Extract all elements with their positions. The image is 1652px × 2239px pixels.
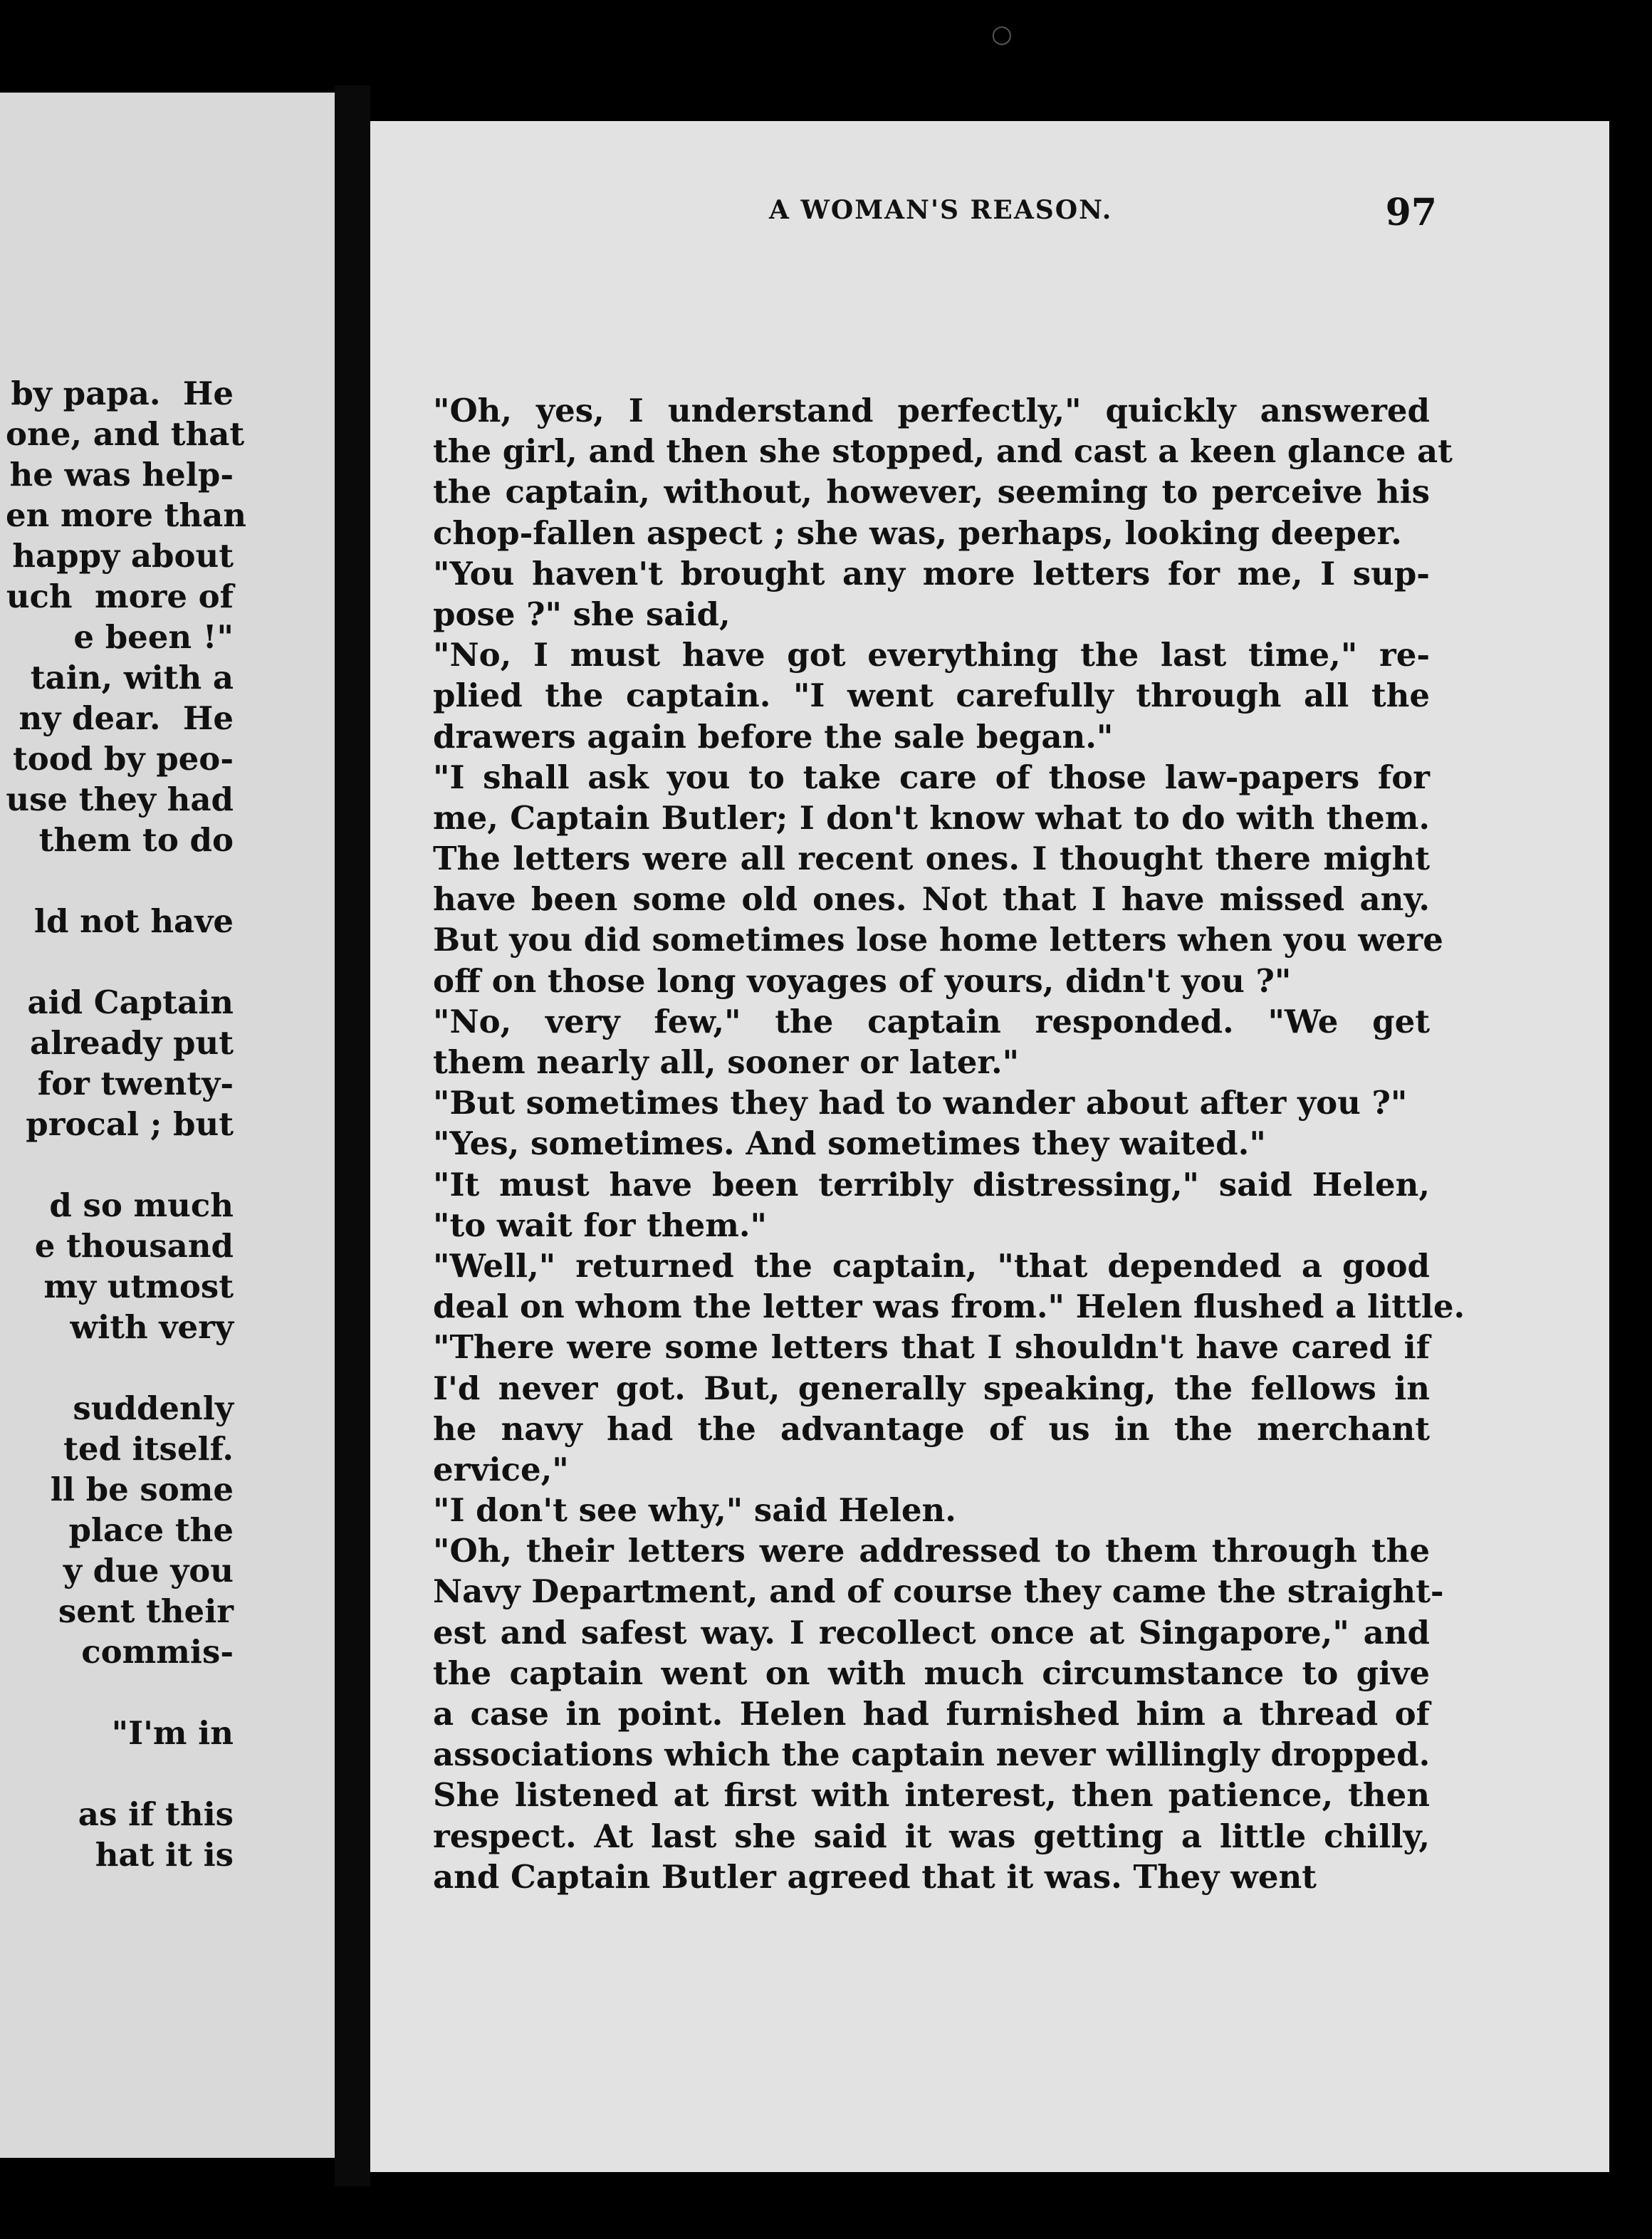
- body-line: associations which the captain never willingly dropped.: [433, 1736, 1431, 1774]
- body-line: est and safest way. I recollect once at Singapore," and: [433, 1613, 1430, 1651]
- body-line: "I don't see why," said Helen.: [433, 1491, 956, 1530]
- body-line: "Oh, yes, I understand perfectly," quickly answered: [433, 392, 1430, 429]
- left-page-line: [6, 860, 234, 901]
- left-page-line: e thousand: [34, 1227, 234, 1265]
- left-page-line: them to do: [38, 821, 234, 859]
- left-page-line: my utmost: [43, 1268, 234, 1305]
- left-page-line: already put: [30, 1024, 234, 1062]
- left-page-line: d so much: [49, 1186, 234, 1224]
- body-line: "I shall ask you to take care of those law-papers for: [433, 758, 1430, 796]
- body-line: he navy had the advantage of us in the merchant: [433, 1409, 1430, 1448]
- page-number: 97: [1385, 191, 1437, 234]
- left-page-line: sent their: [58, 1592, 234, 1630]
- body-line: ervice,": [433, 1450, 569, 1488]
- left-page-line: [6, 1753, 234, 1794]
- body-line: "Well," returned the captain, "that depended a good: [433, 1246, 1430, 1285]
- left-page-line: en more than: [6, 496, 247, 534]
- left-page-line: e been !": [73, 618, 234, 656]
- left-page-line: [6, 941, 234, 982]
- body-line: "Yes, sometimes. And sometimes they waited.": [433, 1124, 1266, 1163]
- left-page-line: procal ; but: [26, 1105, 234, 1143]
- left-page-line: ld not have: [33, 902, 234, 940]
- body-line: a case in point. Helen had furnished him a thread of: [433, 1695, 1430, 1733]
- body-line: I'd never got. But, generally speaking, the fellows in: [433, 1369, 1430, 1407]
- body-line: deal on whom the letter was from." Helen flushed a little.: [433, 1288, 1465, 1326]
- left-page-line: for twenty-: [37, 1065, 234, 1102]
- body-line: the captain went on with much circumstance to give: [433, 1654, 1430, 1692]
- left-page-fragment: [0, 93, 339, 2158]
- left-page-line: "I'm in: [111, 1714, 234, 1752]
- body-line: "But sometimes they had to wander about after you ?": [433, 1084, 1408, 1122]
- left-page-line: one, and that: [6, 415, 245, 453]
- body-line: "No, very few," the captain responded. "We get: [433, 1002, 1430, 1040]
- body-line: "You haven't brought any more letters for me, I sup-: [433, 554, 1430, 593]
- body-line: plied the captain. "I went carefully through all the: [433, 677, 1430, 715]
- body-line: "There were some letters that I shouldn't have cared if: [433, 1328, 1430, 1367]
- left-page-line: ll be some: [50, 1471, 234, 1508]
- body-line: chop-fallen aspect ; she was, perhaps, looking deeper.: [433, 513, 1402, 552]
- body-line: have been some old ones. Not that I have missed any.: [433, 880, 1430, 919]
- body-line: She listened at first with interest, then patience, then: [433, 1776, 1430, 1815]
- left-page-line: by papa. He: [11, 375, 234, 412]
- left-page-line: [6, 1144, 234, 1185]
- left-page-line: happy about: [12, 537, 234, 575]
- body-line: pose ?" she said,: [433, 595, 731, 633]
- top-ink-mark: ○: [991, 20, 1013, 48]
- body-line: respect. At last she said it was getting a little chilly,: [433, 1817, 1430, 1855]
- left-page-line: ny dear. He: [19, 699, 234, 737]
- body-line: me, Captain Butler; I don't know what to do with them.: [433, 798, 1430, 837]
- running-title: A WOMAN'S REASON.: [769, 195, 1113, 225]
- running-head: [399, 191, 1453, 241]
- body-line: "No, I must have got everything the last time," re-: [433, 636, 1430, 674]
- left-page-line: aid Captain: [27, 983, 234, 1021]
- body-line: the captain, without, however, seeming to perceive his: [433, 473, 1430, 511]
- left-page-line: suddenly: [73, 1389, 234, 1427]
- body-line: Navy Department, and of course they came the straight-: [433, 1572, 1444, 1611]
- body-line: But you did sometimes lose home letters when you were: [433, 921, 1443, 959]
- left-page-line: tain, with a: [30, 659, 234, 696]
- body-line: The letters were all recent ones. I thought there might: [433, 840, 1430, 878]
- book-gutter: [335, 85, 370, 2186]
- left-page-line: tood by peo-: [12, 740, 234, 778]
- left-page-line: y due you: [63, 1552, 234, 1590]
- left-page-text: [6, 373, 247, 1875]
- body-line: "It must have been terribly distressing," said Helen,: [433, 1165, 1430, 1204]
- left-page-line: commis-: [81, 1633, 234, 1671]
- body-line: "to wait for them.": [433, 1206, 767, 1244]
- body-line: them nearly all, sooner or later.": [433, 1043, 1020, 1081]
- body-line: off on those long voyages of yours, didn't you ?": [433, 961, 1292, 1000]
- left-page-line: with very: [70, 1308, 234, 1346]
- body-line: the girl, and then she stopped, and cast a keen glance at: [433, 432, 1453, 471]
- body-line: "Oh, their letters were addressed to them through the: [433, 1532, 1430, 1570]
- body-line: and Captain Butler agreed that it was. They went: [433, 1857, 1317, 1896]
- left-page-line: he was help-: [9, 456, 234, 494]
- body-line: drawers again before the sale began.": [433, 717, 1114, 756]
- left-page-line: use they had: [6, 781, 234, 818]
- left-page-line: [6, 1672, 234, 1713]
- left-page-line: ted itself.: [63, 1430, 234, 1468]
- left-page-line: uch more of: [6, 578, 234, 615]
- left-page-line: as if this: [78, 1795, 234, 1833]
- left-page-line: hat it is: [95, 1836, 234, 1874]
- page-body-text: [433, 390, 1465, 1897]
- left-page-line: place the: [68, 1511, 234, 1549]
- left-page-line: [6, 1347, 234, 1388]
